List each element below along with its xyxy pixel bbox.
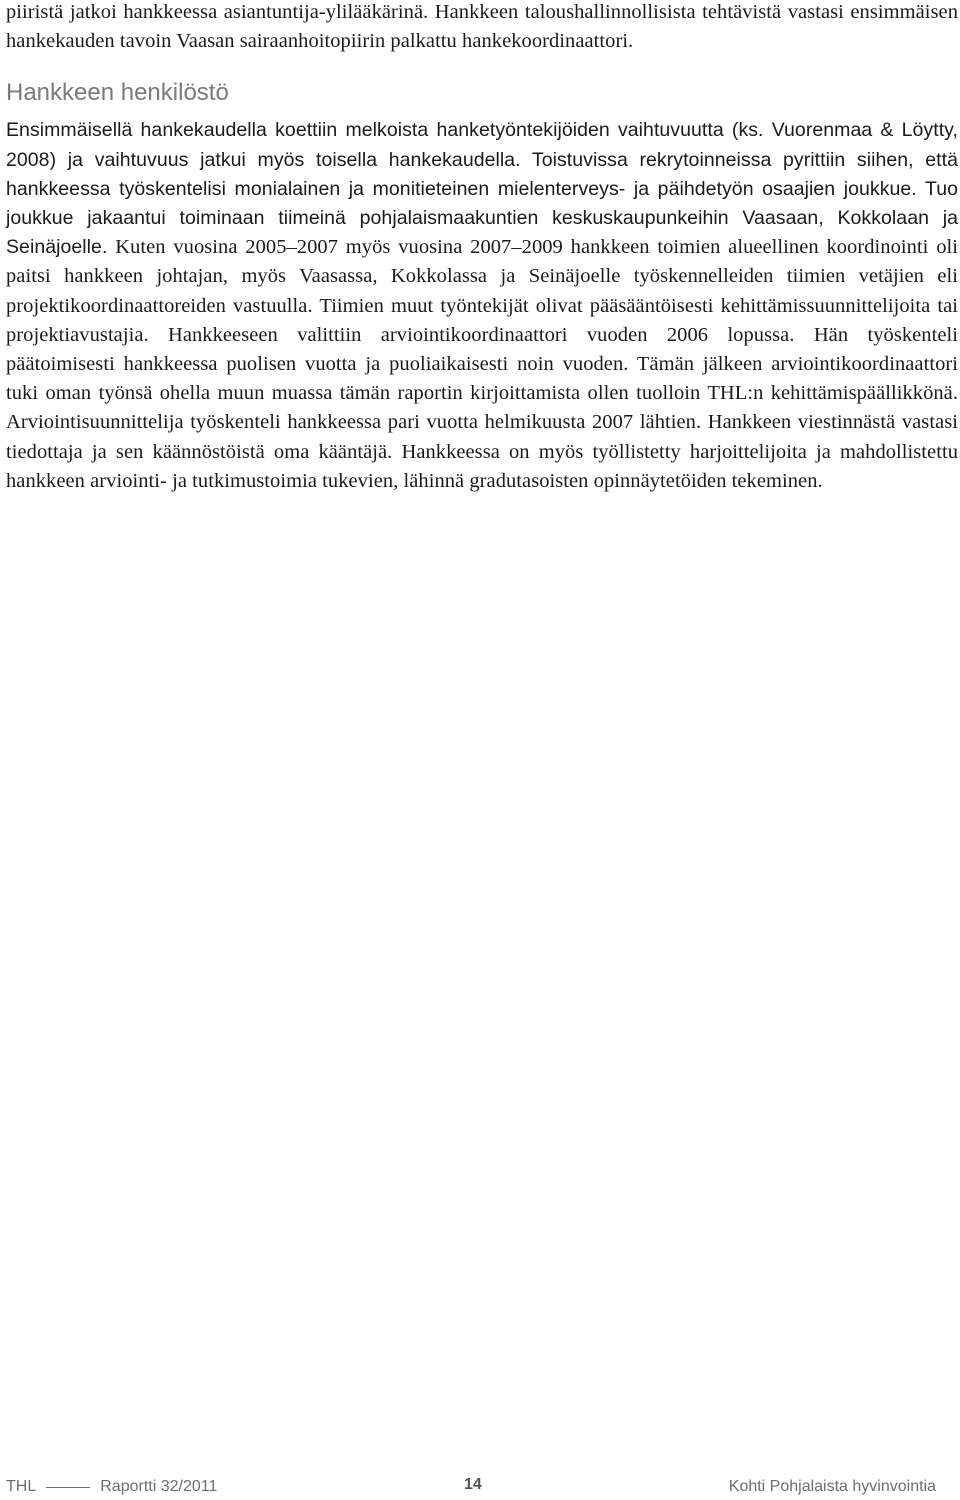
body-paragraph-part-2: Kuten vuosina 2005–2007 myös vuosina 2007–2009 hankkeen toimien alueellinen koordinointi oli paitsi hankkeen johtajan, myös Vaasassa, Kokkolassa ja Seinäjoelle työskennelleiden tiimien vetäjien eli projektikoordinaattoreiden vastuulla. Tiimien muut työntekijät olivat pääsääntöisesti kehittämissuunnittelijoita tai projektiavustajia. Hankkeeseen valittiin arviointikoordinaattori vuoden 2006 lopussa. Hän työskenteli päätoimisesti hankkeessa puolisen vuotta ja puoliaikaisesti noin vuoden. Tämän jälkeen arviointikoordinaattori tuki oman työnsä ohella muun muassa tämän raportin kirjoittamista ollen tuolloin THL:n kehittämispäällikkönä. Arviointisuunnittelija työskenteli hankkeessa pari vuotta helmikuusta 2007 lähtien. Hankkeen viestinnästä vastasi tiedottaja ja sen käännöstöistä oma kääntäjä. Hankkeessa on myös työllistetty harjoittelijoita ja mahdollistettu hankkeen arviointi- ja tutkimustoimia tukevien, lähinnä gradutasoisten opinnäytetöiden tekeminen. (6, 236, 958, 492)
footer-page-number: 14 (464, 1476, 482, 1493)
page-content (6, 0, 958, 496)
section-heading: Hankkeen henkilöstö (6, 79, 229, 107)
footer-series: Raportti 32/2011 (100, 1478, 218, 1495)
body-paragraph-part-1: Ensimmäisellä hankekaudella koettiin melkoista hanketyöntekijöiden vaihtuvuutta (ks. Vuorenmaa & Löytty, 2008) ja vaihtuvuus jatkui myös toisella hankekaudella. Toistuvissa rekrytoinneissa pyrittiin siihen, että hankkeessa työskentelisi monialainen ja monitieteinen mielenterveys- ja päihdetyön osaajien joukkue. Tuo joukkue jakaantui toiminaan tiimeinä pohjalaismaakuntien keskuskaupunkeihin Vaasaan, Kokkolaan ja Seinäjoelle. (6, 119, 958, 259)
page-footer (6, 1474, 936, 1500)
footer-report-title: Kohti Pohjalaista hyvinvointia (728, 1478, 936, 1495)
footer-rule (46, 1487, 90, 1488)
body-paragraph (6, 116, 958, 496)
footer-publisher: THL (6, 1478, 37, 1495)
intro-paragraph: piiristä jatkoi hankkeessa asiantuntija-ylilääkärinä. Hankkeen taloushallinnollisista tehtävistä vastasi ensimmäisen hankekauden tavoin Vaasan sairaanhoitopiirin palkattu hankekoordinaattori. (6, 1, 958, 53)
footer-left (6, 1478, 217, 1496)
